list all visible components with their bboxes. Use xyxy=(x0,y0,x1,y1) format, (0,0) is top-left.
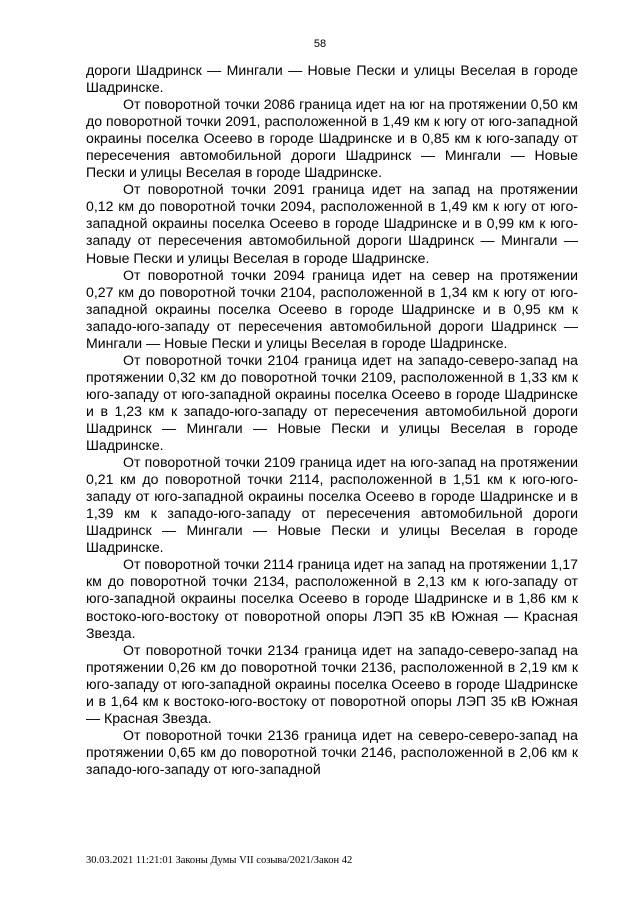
document-body xyxy=(86,62,578,778)
page-number: 58 xyxy=(313,38,327,50)
footer-stamp: 30.03.2021 11:21:01 Законы Думы VII созыва/2021/Закон 42 xyxy=(86,855,353,866)
paragraph-continuation: дороги Шадринск — Мингали — Новые Пески и улицы Веселая в городе Шадринске. xyxy=(86,62,578,96)
paragraph: От поворотной точки 2091 граница идет на запад на протяжении 0,12 км до поворотной точки 2094, расположенной в 1,49 км к югу от юго-западной окраины поселка Осеево в городе Шадринске и в 0,99 км к юго-западу от пересечения автомобильной дороги Шадринск — Мингали — Новые Пески и улицы Веселая в городе Шадринске. xyxy=(86,181,578,266)
paragraph: От поворотной точки 2109 граница идет на юго-запад на протяжении 0,21 км до поворотной точки 2114, расположенной в 1,51 км к юго-юго-западу от юго-западной окраины поселка Осеево в городе Шадринске и в 1,39 км к западо-юго-западу от пересечения автомобильной дороги Шадринск — Мингали — Новые Пески и улицы Веселая в городе Шадринске. xyxy=(86,454,578,556)
paragraph: От поворотной точки 2134 граница идет на западо-северо-запад на протяжении 0,26 км до поворотной точки 2136, расположенной в 2,19 км к юго-западу от юго-западной окраины поселка Осеево в городе Шадринске и в 1,64 км к востоко-юго-востоку от поворотной опоры ЛЭП 35 кВ Южная — Красная Звезда. xyxy=(86,641,578,726)
paragraph: От поворотной точки 2086 граница идет на юг на протяжении 0,50 км до поворотной точки 2091, расположенной в 1,49 км к югу от юго-западной окраины поселка Осеево в городе Шадринске и в 0,85 км к юго-западу от пересечения автомобильной дороги Шадринск — Мингали — Новые Пески и улицы Веселая в городе Шадринске. xyxy=(86,96,578,181)
paragraph: От поворотной точки 2136 граница идет на северо-северо-запад на протяжении 0,65 км до поворотной точки 2146, расположенной в 2,06 км к западо-юго-западу от юго-западной xyxy=(86,726,578,777)
paragraph: От поворотной точки 2114 граница идет на запад на протяжении 1,17 км до поворотной точки 2134, расположенной в 2,13 км к юго-западу от юго-западной окраины поселка Осеево в городе Шадринске и в 1,86 км к востоко-юго-востоку от поворотной опоры ЛЭП 35 кВ Южная — Красная Звезда. xyxy=(86,556,578,641)
paragraph: От поворотной точки 2094 граница идет на север на протяжении 0,27 км до поворотной точки 2104, расположенной в 1,34 км к югу от юго-западной окраины поселка Осеево в городе Шадринске и в 0,95 км к западо-юго-западу от пересечения автомобильной дороги Шадринск — Мингали — Новые Пески и улицы Веселая в городе Шадринске. xyxy=(86,266,578,351)
paragraph: От поворотной точки 2104 граница идет на западо-северо-запад на протяжении 0,32 км до поворотной точки 2109, расположенной в 1,33 км к юго-западу от юго-западной окраины поселка Осеево в городе Шадринске и в 1,23 км к западо-юго-западу от пересечения автомобильной дороги Шадринск — Мингали — Новые Пески и улицы Веселая в городе Шадринске. xyxy=(86,351,578,454)
